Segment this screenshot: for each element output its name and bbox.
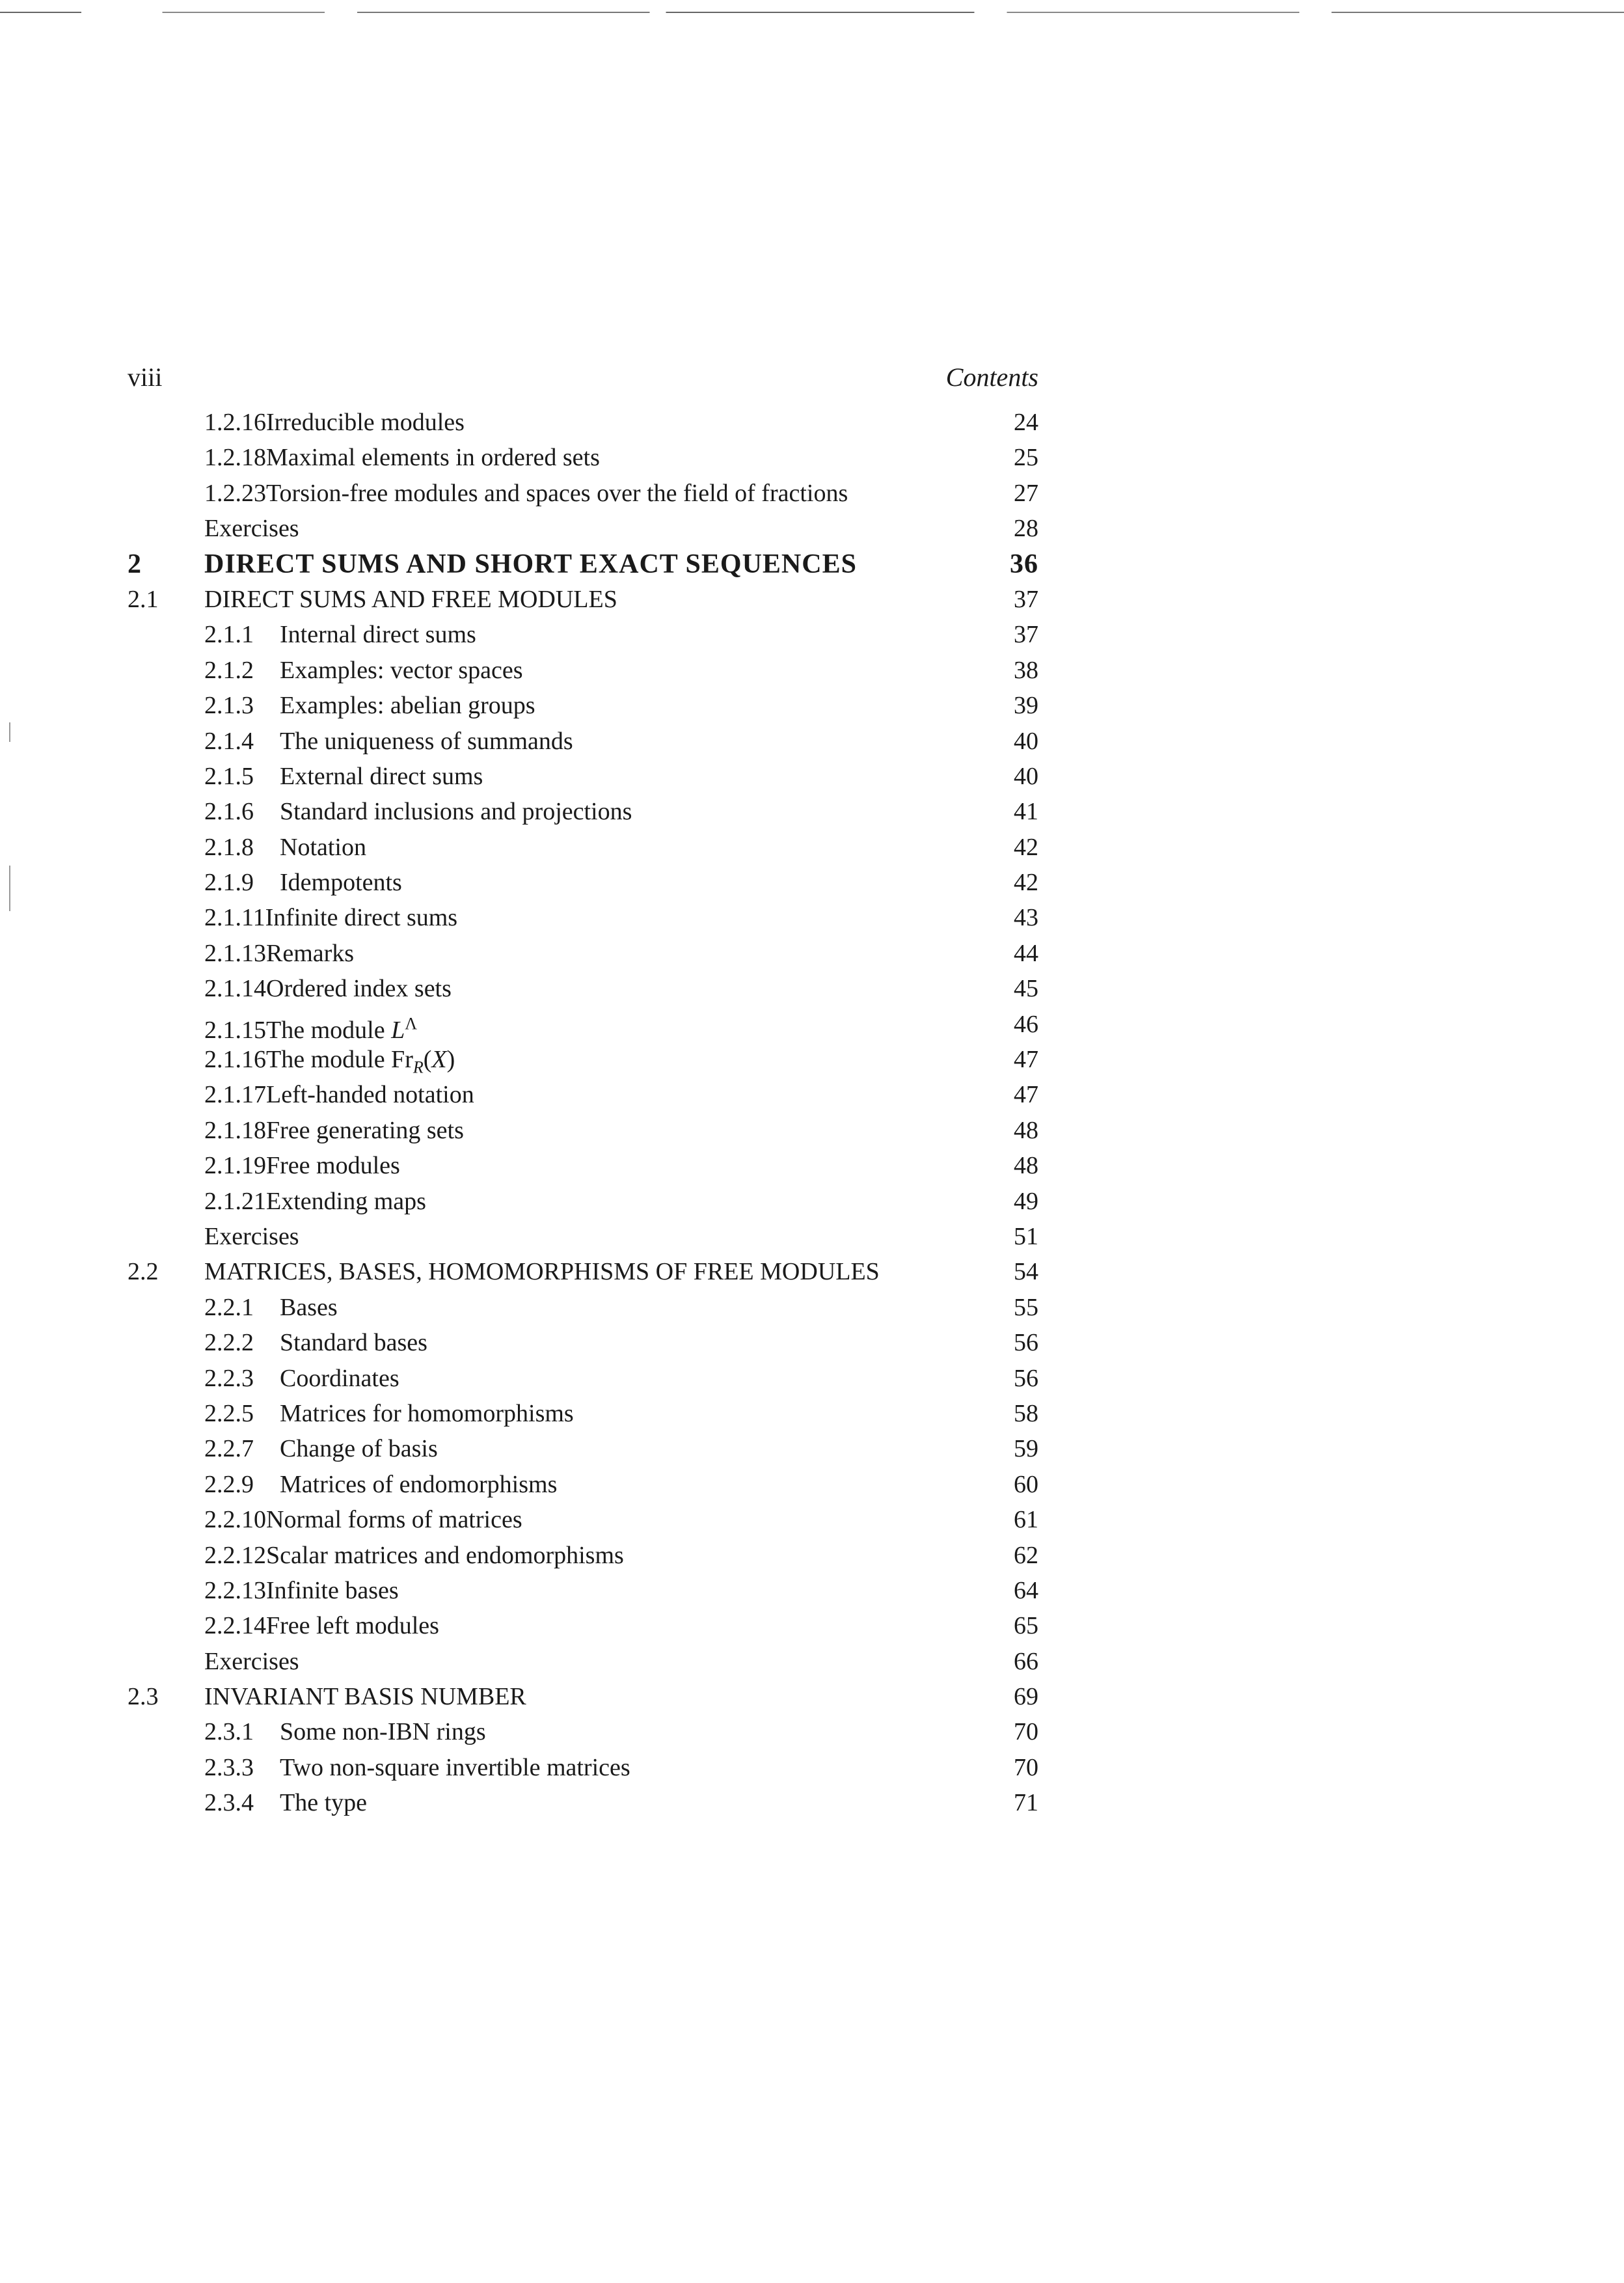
toc-page-number: 46 [1014,1010,1038,1038]
toc-page-number: 69 [1014,1683,1038,1711]
toc-subsection-number: 2.1.17 [204,1081,266,1109]
toc-page-number: 38 [1014,656,1038,684]
toc-page-number: 44 [1014,939,1038,967]
toc-title: Two non-square invertible matrices [280,1753,630,1781]
toc-entry-text [204,1502,522,1537]
toc-entry-text [204,1573,399,1608]
toc-entry-text [204,1467,557,1502]
toc-title: The module $L^\Lambda$ [266,1014,418,1045]
toc-entry-sub [128,1361,1038,1396]
toc-entry-sub [128,759,1038,794]
toc-page-number: 65 [1014,1612,1038,1640]
toc-entry-section [128,1679,1038,1714]
toc-entry-sub [128,1502,1038,1537]
toc-title: Examples: abelian groups [280,692,535,720]
toc-entry-text [204,1714,486,1749]
toc-page-number: 64 [1014,1576,1038,1604]
toc-page-number: 37 [1014,621,1038,649]
toc-title: Irreducible modules [266,409,465,436]
toc-title: Matrices for homomorphisms [280,1399,574,1427]
toc-subsection-number: 2.1.4 [204,727,254,755]
toc-title: Exercises [204,1222,299,1250]
toc-entry-text [204,865,402,900]
scan-edge-line [0,12,1624,13]
toc-entry-sub [128,440,1038,475]
toc-title: Bases [280,1293,338,1321]
toc-page-number: 60 [1014,1470,1038,1498]
toc-page-number: 58 [1014,1399,1038,1427]
toc-page-number: 48 [1014,1152,1038,1180]
toc-entry-sub [128,1467,1038,1502]
toc-entry-sub [128,830,1038,865]
toc-subsection-number: 2.3.3 [204,1753,254,1781]
toc-entry-text [204,830,366,865]
toc-title: Infinite bases [266,1576,399,1604]
toc-entry-text [204,617,476,652]
toc-entry-text [204,1148,400,1183]
toc-title: Examples: vector spaces [280,656,523,684]
toc-subsection-number: 2.1.19 [204,1152,266,1180]
toc-entry-text [204,971,452,1006]
toc-entry-text [204,1396,574,1431]
toc-title: Exercises [204,515,299,543]
toc-entry-text [204,1608,439,1643]
toc-page-number: 51 [1014,1222,1038,1250]
toc-page-number: 66 [1014,1647,1038,1675]
toc-title: INVARIANT BASIS NUMBER [204,1683,526,1711]
toc-page-number: 62 [1014,1541,1038,1569]
toc-entry-text [204,1219,299,1254]
toc-subsection-number: 2.3.1 [204,1718,254,1746]
toc-title: The type [280,1789,368,1817]
toc-page-number: 39 [1014,692,1038,720]
toc-entry-text [204,440,600,475]
toc-subsection-number: 2.1.2 [204,656,254,684]
toc-title: MATRICES, BASES, HOMOMORPHISMS OF FREE MODULES [204,1258,880,1286]
toc-title: Torsion-free modules and spaces over the field of fractions [266,479,848,507]
toc-title: Standard inclusions and projections [280,798,632,826]
toc-entry-text [204,582,617,617]
toc-title: Scalar matrices and endomorphisms [266,1541,624,1569]
toc-page-number: 48 [1014,1116,1038,1144]
toc-section-number: 2.3 [128,1683,159,1711]
toc-section-number: 2 [128,549,142,579]
toc-entry-sub [128,1042,1038,1077]
toc-page-number: 27 [1014,479,1038,507]
toc-title: Maximal elements in ordered sets [266,444,600,472]
toc-entry-sub [128,794,1038,829]
toc-entry-text [204,1679,526,1714]
toc-subsection-number: 2.1.1 [204,621,254,649]
toc-section-number: 2.2 [128,1258,159,1286]
toc-title: Free generating sets [266,1116,464,1144]
toc-title: Idempotents [280,869,402,897]
toc-title: External direct sums [280,762,483,790]
scan-margin-mark [9,866,10,911]
toc-entry-sub [128,653,1038,688]
toc-entry-text [204,1077,474,1112]
toc-subsection-number: 1.2.16 [204,409,266,436]
toc-entry-text [204,1290,338,1325]
toc-page-number: 56 [1014,1329,1038,1357]
toc-page-number: 59 [1014,1435,1038,1463]
toc-page-number: 45 [1014,975,1038,1003]
toc-subsection-number: 2.2.12 [204,1541,266,1569]
toc-entry-sub [128,971,1038,1006]
toc-subsection-number: 2.1.16 [204,1046,266,1074]
toc-entry-sub [128,1325,1038,1360]
toc-subsection-number: 2.1.9 [204,869,254,897]
toc-subsection-number: 2.3.4 [204,1789,254,1817]
toc-subsection-number: 2.1.6 [204,798,254,826]
toc-entry-text [204,759,483,794]
toc-title: Internal direct sums [280,621,476,649]
toc-entry-sub [128,1431,1038,1466]
toc-page-number: 47 [1014,1081,1038,1109]
toc-entry-text [204,1254,880,1289]
toc-page-number: 43 [1014,904,1038,932]
toc-entry-text [204,547,857,582]
toc-entry-sub [128,1785,1038,1820]
toc-entry-text [204,511,299,546]
toc-page-number: 40 [1014,727,1038,755]
toc-title: Ordered index sets [266,975,452,1003]
toc-entry-sub [128,865,1038,900]
toc-subsection-number: 2.1.14 [204,975,266,1003]
toc-page-number: 24 [1014,409,1038,436]
toc-entry-sub [128,1750,1038,1785]
toc-title: Matrices of endomorphisms [280,1470,558,1498]
toc-subsection-number: 2.2.5 [204,1399,254,1427]
toc-subsection-number: 1.2.23 [204,479,266,507]
toc-title: Change of basis [280,1435,438,1463]
toc-entry-sub [128,617,1038,652]
toc-subsection-number: 2.2.3 [204,1364,254,1392]
toc-subsection-number: 2.1.5 [204,762,254,790]
toc-entry-text [204,688,535,723]
toc-entry-chapter [128,547,1038,582]
toc-subsection-number: 2.2.2 [204,1329,254,1357]
toc-entry-text [204,724,573,759]
toc-page-number: 42 [1014,869,1038,897]
toc-entry-sub [128,1113,1038,1148]
toc-entry-text [204,900,457,935]
toc-title: The uniqueness of summands [280,727,573,755]
toc-page-number: 37 [1014,585,1038,613]
toc-subsection-number: 2.1.8 [204,833,254,861]
toc-subsection-number: 1.2.18 [204,444,266,472]
toc-page-number: 70 [1014,1753,1038,1781]
toc-title: Coordinates [280,1364,399,1392]
toc-entry-sub [128,1290,1038,1325]
toc-entry-sub [128,724,1038,759]
toc-page [128,362,1038,1821]
toc-entry-text [204,1785,367,1820]
toc-subsection-number: 2.2.1 [204,1293,254,1321]
toc-entry-sub [128,1184,1038,1219]
toc-entry-text [204,1431,438,1466]
toc-entry-text [204,476,848,511]
toc-entry-plain [128,1644,1038,1679]
toc-title: DIRECT SUMS AND SHORT EXACT SEQUENCES [204,549,857,579]
toc-page-number: 28 [1014,515,1038,543]
toc-entry-sub [128,1714,1038,1749]
toc-entry-sub [128,1007,1038,1045]
toc-entry-sub [128,1396,1038,1431]
toc-subsection-number: 2.2.7 [204,1435,254,1463]
toc-entry-sub [128,1573,1038,1608]
toc-entry-text [204,653,523,688]
toc-page-number: 36 [1010,549,1038,579]
toc-entry-text [204,405,465,440]
toc-entry-sub [128,1608,1038,1643]
toc-subsection-number: 2.2.14 [204,1612,266,1640]
toc-entry-text [204,1750,630,1785]
toc-page-number: 42 [1014,833,1038,861]
toc-entry-text [204,1184,426,1219]
scan-margin-mark [9,722,10,742]
toc-subsection-number: 2.1.15 [204,1017,266,1045]
toc-entry-sub [128,1538,1038,1573]
toc-entry-text [204,936,354,971]
toc-page-number: 70 [1014,1718,1038,1746]
toc-page-number: 61 [1014,1506,1038,1534]
toc-subsection-number: 2.2.9 [204,1470,254,1498]
toc-page-number: 40 [1014,762,1038,790]
toc-entry-text [204,1361,399,1396]
toc-list [128,405,1038,1821]
toc-title: Remarks [266,939,355,967]
toc-subsection-number: 2.1.3 [204,692,254,720]
toc-entry-text [204,1325,427,1360]
toc-page-number: 25 [1014,444,1038,472]
toc-entry-sub [128,936,1038,971]
toc-title: Free modules [266,1152,400,1180]
toc-page-number: 54 [1014,1258,1038,1286]
toc-subsection-number: 2.2.10 [204,1506,266,1534]
toc-title: Standard bases [280,1329,427,1357]
toc-subsection-number: 2.2.13 [204,1576,266,1604]
toc-title: Some non-IBN rings [280,1718,486,1746]
toc-subsection-number: 2.1.18 [204,1116,266,1144]
toc-title: Notation [280,833,366,861]
toc-page-number: 56 [1014,1364,1038,1392]
toc-entry-section [128,1254,1038,1289]
toc-entry-sub [128,1148,1038,1183]
toc-entry-section [128,582,1038,617]
toc-page-number: 47 [1014,1046,1038,1074]
toc-entry-sub [128,688,1038,723]
toc-entry-text [204,1113,464,1148]
toc-subsection-number: 2.1.11 [204,904,265,932]
page-folio: viii [128,362,163,392]
toc-page-number: 49 [1014,1187,1038,1215]
toc-entry-text [204,794,632,829]
toc-title: Exercises [204,1647,299,1675]
toc-page-number: 71 [1014,1789,1038,1817]
toc-entry-sub [128,405,1038,440]
toc-title: Left-handed notation [266,1081,474,1109]
toc-section-number: 2.1 [128,585,159,613]
toc-entry-sub [128,476,1038,511]
toc-title: Infinite direct sums [265,904,458,932]
toc-title: The module $Fr_R(X)$ [266,1046,455,1077]
toc-entry-text [204,1644,299,1679]
toc-title: DIRECT SUMS AND FREE MODULES [204,585,617,613]
toc-page-number: 41 [1014,798,1038,826]
toc-title: Extending maps [266,1187,426,1215]
toc-entry-text [204,1538,624,1573]
toc-subsection-number: 2.1.13 [204,939,266,967]
toc-entry-sub [128,900,1038,935]
toc-title: Normal forms of matrices [266,1506,522,1534]
toc-entry-sub [128,1077,1038,1112]
toc-entry-plain [128,511,1038,546]
toc-page-number: 55 [1014,1293,1038,1321]
page-header [128,362,1038,405]
toc-entry-plain [128,1219,1038,1254]
running-title: Contents [945,362,1038,392]
toc-subsection-number: 2.1.21 [204,1187,266,1215]
toc-title: Free left modules [266,1612,439,1640]
